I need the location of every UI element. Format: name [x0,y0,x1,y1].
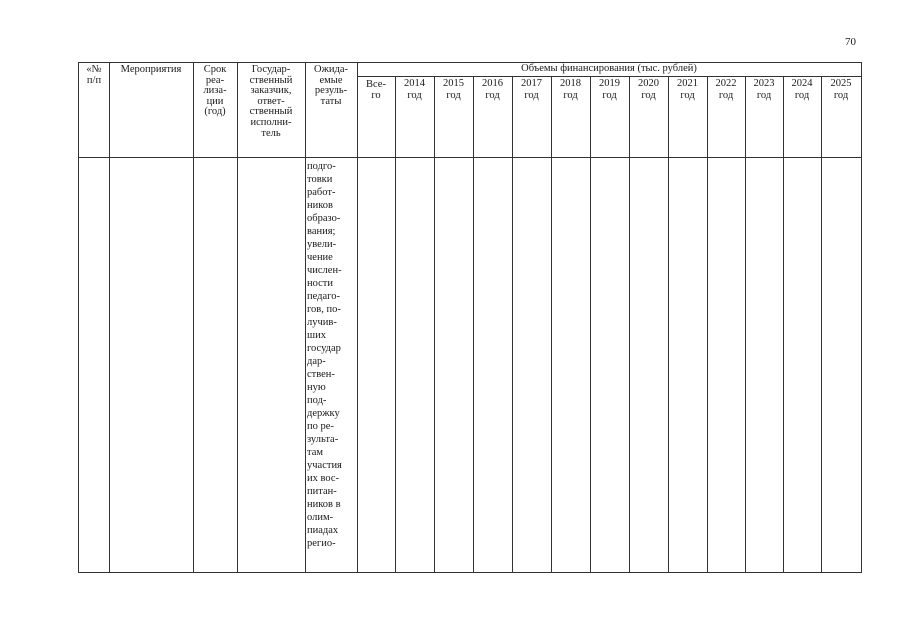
header-year: 2025 год [830,78,852,101]
page-number: 70 [845,36,856,48]
col-divider [357,62,358,572]
col-divider [109,62,110,572]
col-divider [512,76,513,572]
header-expected-results: Ожида- емые резуль- таты [314,64,348,107]
header-num: «№ п/п [86,64,102,86]
table-top-border [79,62,861,63]
header-measures: Мероприятия [120,64,182,75]
col-divider [473,76,474,572]
col-divider [707,76,708,572]
header-year: 2023 год [753,78,775,101]
funding-table [78,62,862,573]
header-total: Все- го [366,79,386,101]
header-year: 2024 год [791,78,813,101]
col-divider [668,76,669,572]
expected-results-text: подго- товки работ- ников образо- вания; увели- чение числен- ности педаго- гов, по- лучив- ших государ дар- ствен- ную под- держку по ре- зульта- там участия их вос- питан- ников в олим- пиадах регио- [307,161,342,549]
header-year: 2017 год [521,78,542,101]
header-customer: Государ- ственный заказчик, ответ- ственный исполни- тель [249,64,293,139]
col-divider [783,76,784,572]
header-year: 2014 год [404,78,425,101]
header-year: 2022 год [715,78,737,101]
col-divider [821,76,822,572]
header-year: 2016 год [482,78,503,101]
header-year: 2018 год [560,78,581,101]
header-bottom-border [79,157,861,158]
col-divider [629,76,630,572]
col-divider [395,76,396,572]
col-divider [745,76,746,572]
col-divider [434,76,435,572]
col-divider [305,62,306,572]
header-year: 2015 год [443,78,464,101]
header-funding-group: Объемы финансирования (тыс. рублей) [521,63,697,74]
header-year: 2021 год [677,78,698,101]
header-year: 2020 год [638,78,659,101]
funding-group-divider [357,76,861,77]
header-term: Срок реа- лиза- ции (год) [203,64,227,118]
header-year: 2019 год [599,78,620,101]
col-divider [193,62,194,572]
col-divider [551,76,552,572]
col-divider [590,76,591,572]
